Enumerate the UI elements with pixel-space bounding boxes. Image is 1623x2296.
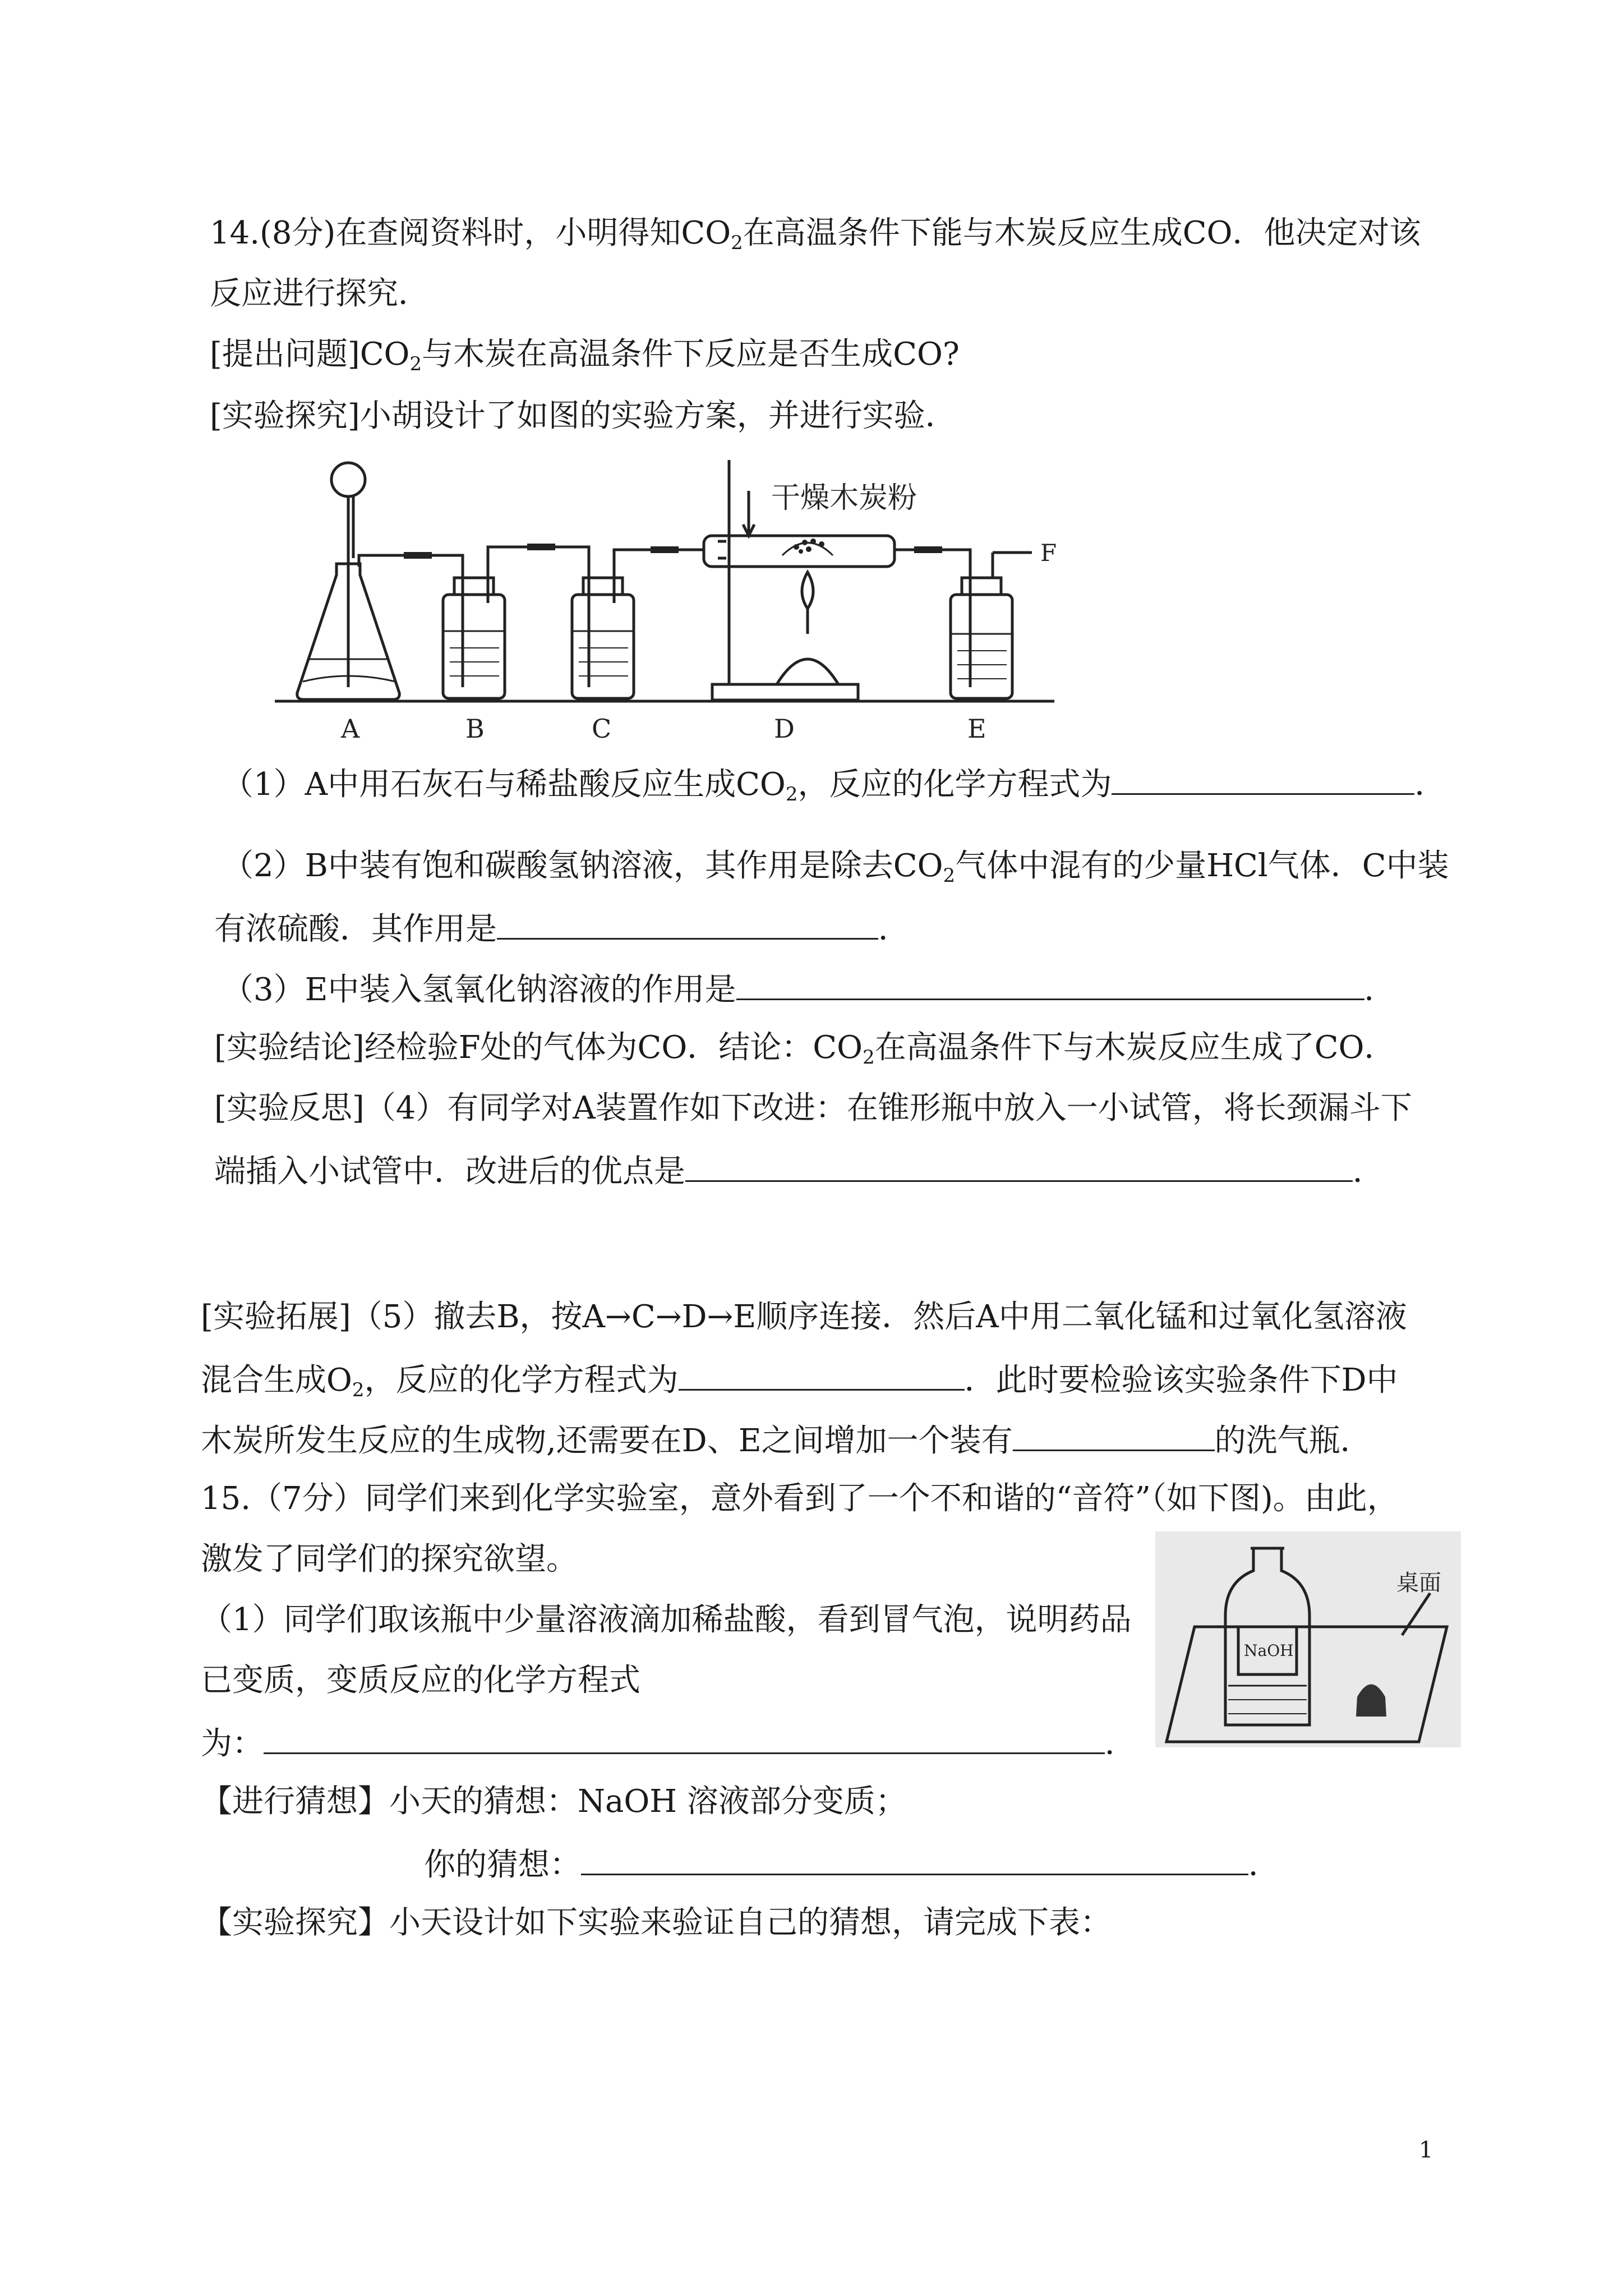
q14-intro-text-b: 在高温条件下能与木炭反应生成CO．他决定对该 (743, 215, 1421, 251)
subscript: 2 (785, 783, 798, 806)
q15-your-guess (424, 1842, 1280, 1885)
surface-label: 桌面 (1396, 1570, 1441, 1596)
q14-conclusion-text-b: 在高温条件下与木炭反应生成了CO． (874, 1029, 1396, 1066)
period: ． (878, 911, 910, 947)
apparatus-figure (269, 457, 1088, 749)
q15-part1-line2: 已变质，变质反应的化学方程式 (201, 1662, 640, 1699)
q15-part1-line1: （1）同学们取该瓶中少量溶液滴加稀盐酸，看到冒气泡，说明药品 (201, 1602, 1132, 1638)
q14-question-text-a: [提出问题]CO (210, 336, 410, 372)
q14-part2-text-line2: 有浓硫酸．其作用是 (214, 911, 497, 947)
q14-part2-text-b: 气体中混有的少量HCl气体．C中装 (955, 848, 1449, 884)
answer-blank[interactable] (1112, 762, 1414, 795)
subscript: 2 (409, 353, 422, 375)
q14-reflect-line2 (214, 1149, 1384, 1192)
q14-part3 (222, 967, 1396, 1010)
q14-explore: [实验探究]小胡设计了如图的实验方案，并进行实验． (210, 398, 957, 434)
q14-conclusion (214, 1028, 1395, 1078)
q14-extend-line2 (201, 1358, 1398, 1410)
answer-blank[interactable] (264, 1721, 1105, 1754)
gas-washing-bottle-c (572, 595, 634, 698)
label-f: F (1040, 539, 1057, 567)
label-d: D (774, 714, 795, 744)
label-b: B (465, 714, 485, 744)
q15-your-guess-text: 你的猜想： (424, 1847, 581, 1883)
subscript: 2 (863, 1046, 875, 1069)
label-c: C (592, 714, 612, 744)
label-a: A (341, 714, 360, 744)
q14-extend-text-b: ，反应的化学方程式为 (364, 1362, 679, 1398)
gas-washing-bottle-b (443, 595, 505, 698)
answer-blank[interactable] (736, 967, 1364, 1000)
q15-part1-line3 (201, 1721, 1136, 1764)
alcohol-lamp (777, 659, 838, 684)
answer-blank[interactable] (679, 1358, 965, 1391)
q15-explore: 【实验探究】小天设计如下实验来验证自己的猜想，请完成下表： (201, 1904, 1112, 1941)
answer-blank[interactable] (1013, 1418, 1215, 1451)
q14-part2-line1 (222, 846, 1449, 896)
answer-blank[interactable] (581, 1842, 1248, 1875)
q14-conclusion-text-a: [实验结论]经检验F处的气体为CO．结论：CO (214, 1029, 863, 1066)
q14-intro-line1 (210, 213, 1421, 263)
answer-blank[interactable] (497, 907, 878, 940)
q14-question (210, 334, 960, 384)
q15-part1-text-line3: 为： (201, 1726, 264, 1762)
period: ． (1364, 972, 1396, 1008)
subscript: 2 (943, 864, 956, 887)
q15-guess: 【进行猜想】小天的猜想：NaOH 溶液部分变质； (201, 1783, 907, 1820)
q14-intro-text-a: 14.(8分)在查阅资料时，小明得知CO (210, 215, 731, 251)
q15-intro-line1: 15.（7分）同学们来到化学实验室，意外看到了一个不和谐的“音符”（如下图)。由此， (201, 1480, 1399, 1517)
q14-reflect-line1: [实验反思]（4）有同学对A装置作如下改进：在锥形瓶中放入一小试管，将长颈漏斗下 (214, 1090, 1412, 1126)
period: ． (1105, 1726, 1136, 1762)
naoh-bottle-figure (1155, 1531, 1461, 1747)
q14-part3-text: （3）E中装入氢氧化钠溶液的作用是 (222, 972, 736, 1008)
label-e: E (967, 714, 986, 744)
funnel-bulb (331, 463, 365, 496)
q14-extend-text-line3b: 的洗气瓶． (1214, 1423, 1372, 1459)
q14-part1 (222, 762, 1446, 815)
q14-question-text-b: 与木炭在高温条件下反应是否生成CO? (422, 336, 960, 372)
reagent-label: 干燥木炭粉 (771, 481, 917, 515)
subscript: 2 (731, 232, 743, 254)
q14-extend-text-c: ．此时要检验该实验条件下D中 (964, 1362, 1398, 1398)
q14-extend-line1: [实验拓展]（5）撤去B，按A→C→D→E顺序连接．然后A中用二氧化锰和过氧化氢溶液 (201, 1299, 1407, 1335)
answer-blank[interactable] (685, 1149, 1353, 1182)
q14-extend-text-a: 混合生成O (201, 1362, 352, 1398)
page-number: 1 (1419, 2137, 1433, 2163)
q15-intro-line2: 激发了同学们的探究欲望。 (201, 1541, 578, 1577)
gas-washing-bottle-e (951, 595, 1012, 698)
period: ． (1414, 766, 1446, 803)
subscript: 2 (352, 1379, 365, 1401)
q14-part1-text-b: ，反应的化学方程式为 (797, 766, 1112, 803)
q14-part1-text-a: （1）A中用石灰石与稀盐酸反应生成CO (222, 766, 786, 803)
period: ． (1248, 1847, 1280, 1883)
q14-extend-text-line3a: 木炭所发生反应的生成物,还需要在D、E之间增加一个装有 (201, 1423, 1013, 1459)
q14-intro-line2: 反应进行探究． (210, 275, 430, 312)
q14-extend-line3 (201, 1418, 1372, 1461)
period: ． (1353, 1153, 1384, 1190)
q14-part2-text-a: （2）B中装有饱和碳酸氢钠溶液，其作用是除去CO (222, 848, 943, 884)
q14-part2-line2 (214, 907, 910, 950)
iron-stand-base (712, 684, 858, 700)
bottle-label: NaOH (1244, 1641, 1294, 1660)
q14-reflect-text-line2: 端插入小试管中．改进后的优点是 (214, 1153, 685, 1190)
